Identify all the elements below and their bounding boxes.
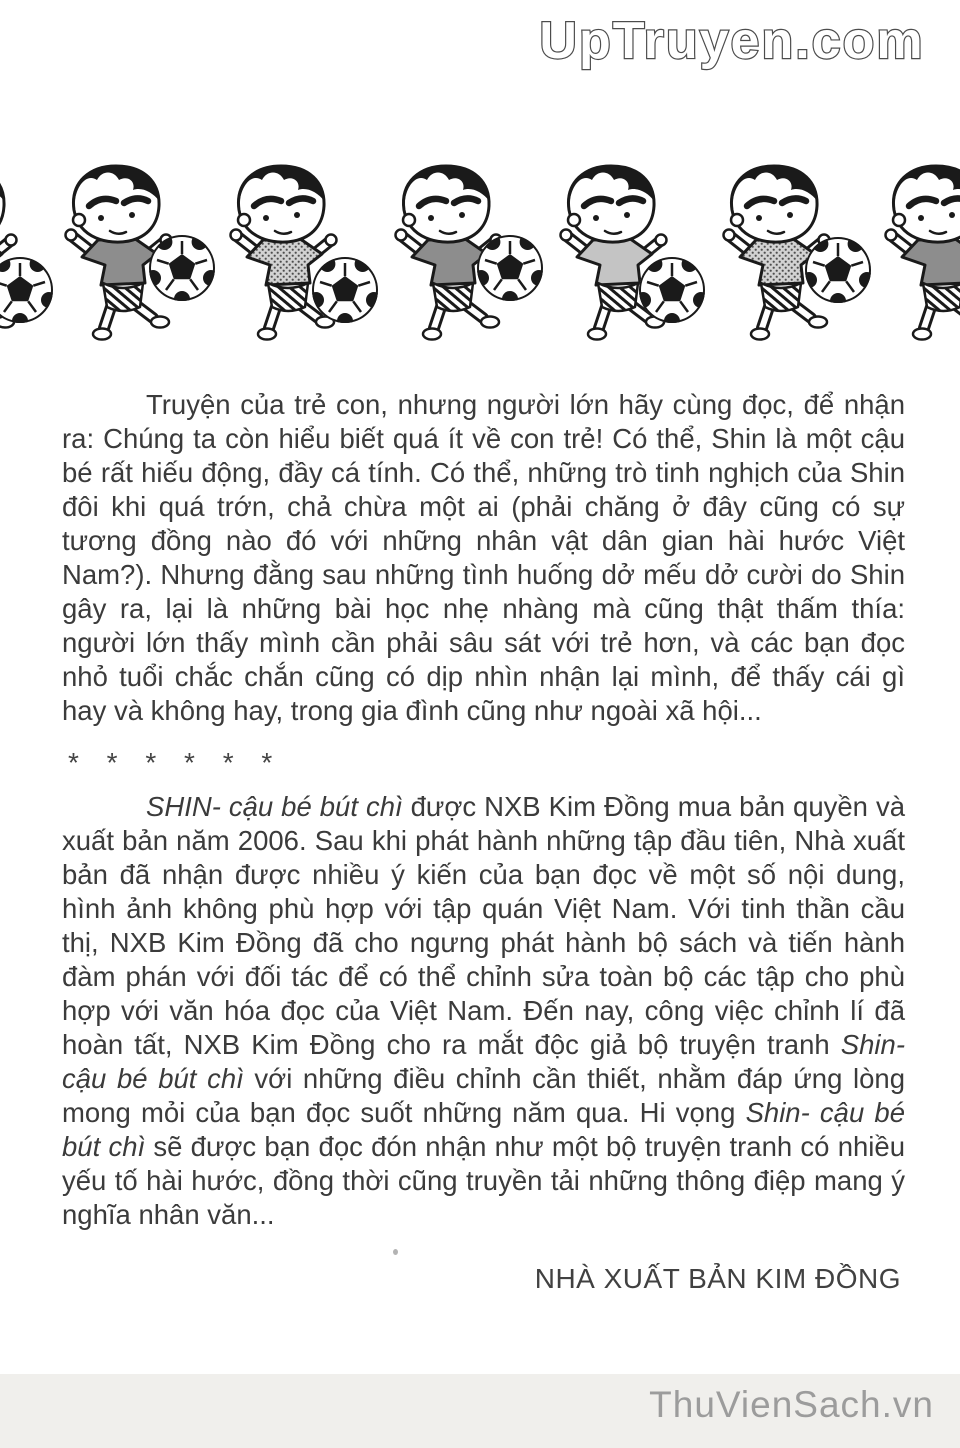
paragraph-text: với những điều chỉnh cần thiết, nhằm đáp ứng lòng mong mỏi của bạn đọc suốt những năm qua. Hi vọng [62, 1063, 905, 1128]
book-title-italic: Shin- cậu bé bút chì [62, 1097, 905, 1162]
paragraph-text: sẽ được bạn đọc đón nhận như một bộ truyện tranh có nhiều yếu tố hài hước, đồng thời cũng truyền tải những thông điệp mang ý nghĩa nhân văn... [62, 1131, 905, 1230]
publisher-signature: NHÀ XUẤT BẢN KIM ĐỒNG [534, 1263, 901, 1294]
scan-speck [393, 1249, 398, 1255]
paragraph-text: được NXB Kim Đồng mua bản quyền và xuất bản năm 2006. Sau khi phát hành những tập đầu tiên, Nhà xuất bản đã nhận được nhiều ý kiến của bạn đọc về một số nội dung, hình ảnh không phù hợp với tập quán Việt Nam. Với tinh thần cầu thị, NXB Kim Đồng đã cho ngưng phát hành bộ sách và tiến hành đàm phán với đối tác để có thể chỉnh sửa toàn bộ các tập cho phù hợp với văn hóa đọc của Việt Nam. Đến nay, công việc chỉnh lí đã hoàn tất, NXB Kim Đồng cho ra mắt độc giả bộ truyện tranh [62, 791, 905, 1060]
star-separator: * * * * * * [68, 747, 283, 778]
paragraph-intro [62, 388, 905, 728]
soccer-ball-icon [0, 256, 57, 329]
uptruyen-watermark [522, 4, 942, 80]
shin-chan-soccer-banner [0, 150, 960, 346]
shin-chan-figure [231, 165, 337, 340]
uptruyen-watermark-text: UpTruyen.com [539, 12, 925, 70]
shin-chan-figure [886, 165, 960, 340]
book-title-italic: SHIN- cậu bé bút chì [146, 791, 403, 822]
thuviensach-watermark: ThuVienSach.vn [649, 1384, 934, 1425]
paragraph-intro-text: Truyện của trẻ con, nhưng người lớn hãy cùng đọc, để nhận ra: Chúng ta còn hiểu biết quá ít về con trẻ! Có thể, Shin là một cậu bé rất hiếu động, đầy cá tính. Có thể, những trò tinh nghịch của Shin đôi khi quá trớn, chả chừa một ai (phải chăng ở đây cũng có sự tương đồng nào đó với những nhân vật dân gian hài hước Việt Nam?). Nhưng đằng sau những tình huống dở mếu dở cười do Shin gây ra, lại là những bài học nhẹ nhàng mà cũng thật thấm thía: người lớn thấy mình cần phải sâu sát với trẻ hơn, và các bạn đọc nhỏ tuổi chắc chắn cũng có dịp nhìn nhận lại mình, để thấy cái gì hay và không hay, trong gia đình cũng như ngoài xã hội... [62, 389, 905, 726]
paragraph-publishing-history [62, 790, 905, 1232]
book-title-italic: Shin- cậu bé bút chì [62, 1029, 905, 1094]
bottom-watermark-band [0, 1374, 960, 1448]
publisher-note [62, 388, 905, 1296]
